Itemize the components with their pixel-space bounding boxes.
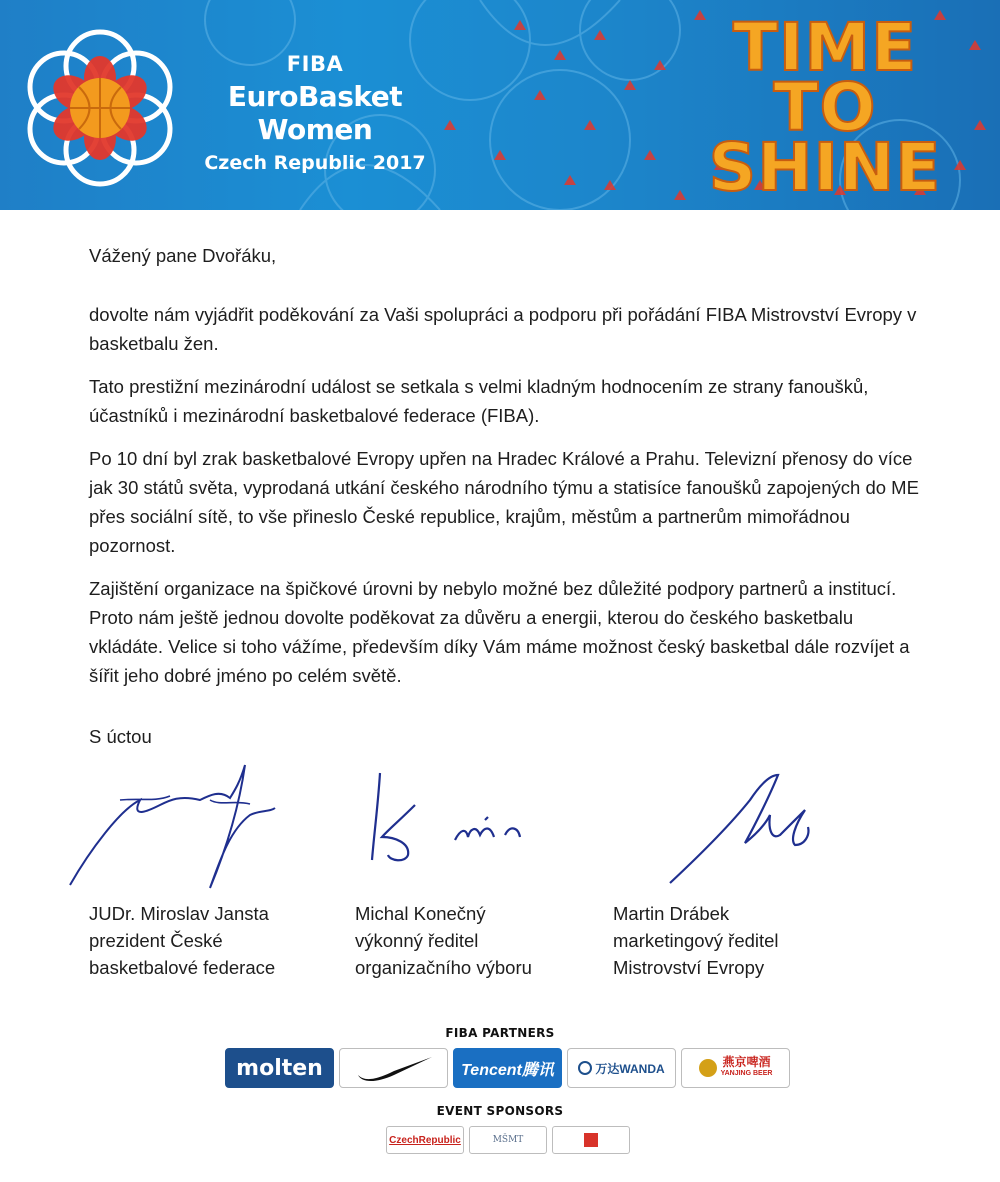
signatory-name: JUDr. Miroslav Jansta (89, 903, 269, 924)
signatory-1 (89, 900, 275, 981)
signature-jansta (60, 760, 290, 895)
signatory-name: Martin Drábek (613, 903, 730, 924)
slogan-line-2: SHINE (708, 129, 942, 206)
header-banner (0, 0, 1000, 210)
signatory-role-line: prezident České (89, 930, 223, 951)
msmt-logo: MŠMT (469, 1126, 547, 1154)
paragraph-3: Po 10 dní byl zrak basketbalové Evropy upřen na Hradec Králové a Prahu. Televizní přenosy do více jak 30 států světa, vyprodaná utkání českého národního týmu a statisíce fanoušků zapojených do ME přes sociální sítě, to vše přineslo České republice, krajům, městům a partnerům mimořádnou pozornost. (89, 448, 919, 556)
czechrepublic-logo: CzechRepublic (386, 1126, 464, 1154)
signatory-2 (355, 900, 532, 981)
signature-konecny (360, 765, 540, 875)
closing: S úctou (89, 726, 152, 747)
salutation: Vážený pane Dvořáku, (89, 245, 277, 266)
paragraph-4: Zajištění organizace na špičkové úrovni by nebylo možné bez důležité podpory partnerů a institucí. Proto nám ještě jednou dovolte poděkovat za důvěru a energii, kterou do českého basketbalu vkládáte. Velice si toho vážíme, především díky Vám máme možnost český basketbal dále rozvíjet a šířit jeho dobré jméno po celém světě. (89, 578, 910, 686)
slogan (685, 9, 965, 206)
wanda-logo: 万达WANDA (567, 1048, 676, 1088)
molten-logo: molten (225, 1048, 334, 1088)
paragraph-1: dovolte nám vyjádřit poděkování za Vaši spolupráci a podporu při pořádání FIBA Mistrovství Evropy v basketbalu žen. (89, 304, 917, 354)
nike-logo (339, 1048, 448, 1088)
signatory-role-line: basketbalové federace (89, 957, 276, 978)
fiba-wordmark: FIBA (286, 52, 344, 76)
fiba-flower-logo (20, 28, 180, 188)
signature-drabek (660, 765, 820, 890)
wanda-mark-icon (578, 1061, 592, 1075)
event-host: Czech Republic 2017 (204, 152, 426, 174)
event-name: EuroBasket Women (227, 80, 403, 146)
event-title (190, 52, 440, 174)
partners-heading: FIBA PARTNERS (445, 1026, 555, 1040)
signatory-3 (613, 900, 779, 981)
signatory-role-line: Mistrovství Evropy (613, 957, 765, 978)
sponsors-heading: EVENT SPONSORS (436, 1104, 564, 1118)
signatory-role-line: marketingový ředitel (613, 930, 779, 951)
signatory-role-line: organizačního výboru (355, 957, 532, 978)
signatory-name: Michal Konečný (355, 903, 486, 924)
yanjing-logo: 燕京啤酒 YANJING BEER (681, 1048, 790, 1088)
slogan-line-1: TIME TO (732, 9, 918, 146)
signatory-role-line: výkonný ředitel (355, 930, 479, 951)
paragraph-2: Tato prestižní mezinárodní událost se setkala s velmi kladným hodnocením ze strany fanoušků, účastníků i mezinárodní basketbalové federace (FIBA). (89, 376, 869, 426)
red-square-icon (584, 1133, 598, 1147)
tencent-logo: Tencent腾讯 (453, 1048, 562, 1088)
yanjing-emblem-icon (699, 1059, 717, 1077)
swoosh-icon (354, 1053, 434, 1083)
red-sponsor-logo (552, 1126, 630, 1154)
